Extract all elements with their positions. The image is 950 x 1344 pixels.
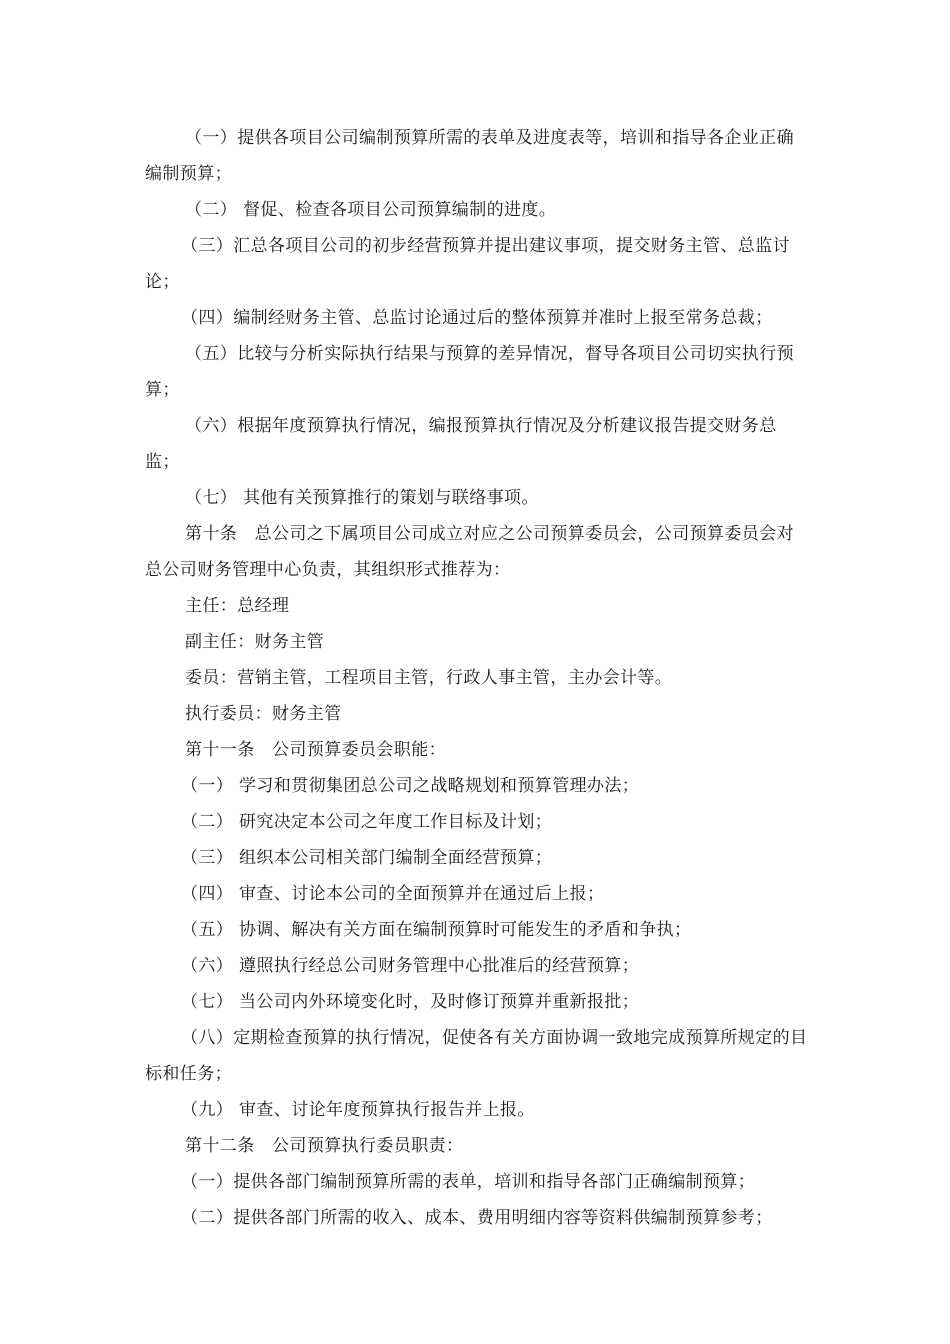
- section-heading: 第十一条 公司预算委员会职能：: [185, 740, 446, 760]
- paragraph: （二）提供各部门所需的收入、成本、费用明细内容等资料供编制预算参考；: [181, 1208, 773, 1228]
- paragraph: （四） 审查、讨论本公司的全面预算并在通过后上报；: [181, 884, 605, 904]
- paragraph: （一）提供各项目公司编制预算所需的表单及进度表等，培训和指导各企业正确编制预算；: [145, 128, 794, 184]
- paragraph: 执行委员：财务主管: [185, 704, 342, 724]
- section-heading: 第十条 总公司之下属项目公司成立对应之公司预算委员会，公司预算委员会对总公司财务管理中心负责，其组织形式推荐为：: [145, 524, 794, 580]
- paragraph: 副主任：财务主管: [185, 632, 325, 652]
- paragraph: （一） 学习和贯彻集团总公司之战略规划和预算管理办法；: [181, 776, 640, 796]
- paragraph: （七） 当公司内外环境变化时，及时修订预算并重新报批；: [181, 992, 640, 1012]
- section-heading: 第十二条 公司预算执行委员职责：: [185, 1136, 464, 1156]
- paragraph: （二） 督促、检查各项目公司预算编制的进度。: [185, 200, 557, 220]
- paragraph: （六） 遵照执行经总公司财务管理中心批准后的经营预算；: [181, 956, 640, 976]
- paragraph: （三）汇总各项目公司的初步经营预算并提出建议事项，提交财务主管、总监讨论；: [145, 236, 790, 292]
- paragraph: （三） 组织本公司相关部门编制全面经营预算；: [181, 848, 553, 868]
- paragraph: （四）编制经财务主管、总监讨论通过后的整体预算并准时上报至常务总裁；: [181, 308, 773, 328]
- paragraph: （五）比较与分析实际执行结果与预算的差异情况，督导各项目公司切实执行预算；: [145, 344, 794, 400]
- paragraph: （六）根据年度预算执行情况，编报预算执行情况及分析建议报告提交财务总监；: [145, 416, 777, 472]
- paragraph: （五） 协调、解决有关方面在编制预算时可能发生的矛盾和争执；: [181, 920, 692, 940]
- paragraph: （七） 其他有关预算推行的策划与联络事项。: [185, 488, 539, 508]
- paragraph: 委员：营销主管，工程项目主管，行政人事主管，主办会计等。: [185, 668, 673, 688]
- paragraph: （八）定期检查预算的执行情况，促使各有关方面协调一致地完成预算所规定的目标和任务；: [145, 1028, 808, 1084]
- paragraph: （一）提供各部门编制预算所需的表单，培训和指导各部门正确编制预算；: [181, 1172, 756, 1192]
- paragraph: （九） 审查、讨论年度预算执行报告并上报。: [181, 1100, 535, 1120]
- paragraph: （二） 研究决定本公司之年度工作目标及计划；: [181, 812, 553, 832]
- document-body: [145, 120, 810, 1236]
- paragraph: 主任：总经理: [185, 596, 290, 616]
